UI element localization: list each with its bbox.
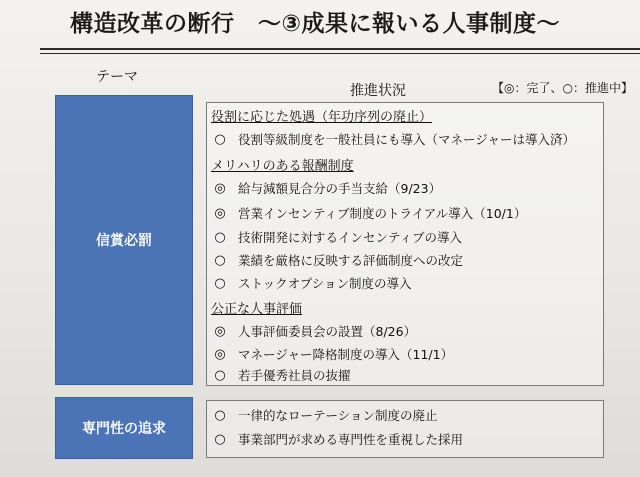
item-text: 技術開発に対するインセンティブの導入	[238, 230, 463, 245]
item-text: 給与減額見合分の手当支給（9/23）	[238, 181, 442, 196]
theme-box-senmonsei	[55, 397, 193, 459]
status-mark: ○	[214, 367, 226, 383]
list-item	[212, 204, 526, 222]
list-item	[212, 406, 438, 424]
status-mark: ○	[214, 431, 226, 447]
status-mark: ◎	[214, 346, 226, 362]
item-text: マネージャー降格制度の導入（11/1）	[238, 347, 454, 362]
theme-label: 専門性の追求	[82, 421, 166, 437]
title-rule	[40, 48, 640, 50]
item-text: 一律的なローテーション制度の廃止	[238, 408, 438, 423]
list-item	[212, 228, 462, 246]
list-item	[212, 430, 463, 448]
legend: 【◎：完了、○：推進中】	[492, 81, 633, 95]
status-mark: ◎	[214, 180, 226, 196]
section-title: 公正な人事評価	[211, 302, 303, 317]
list-item	[212, 130, 575, 148]
status-mark: ○	[214, 252, 226, 268]
header-status: 推進状況	[350, 83, 406, 99]
item-text: 業績を厳格に反映する評価制度への改定	[238, 253, 464, 268]
item-text: 若手優秀社員の抜擢	[238, 368, 351, 383]
section-title: メリハリのある報酬制度	[211, 159, 354, 174]
slide-title: 構造改革の断行 ～③成果に報いる人事制度～	[70, 11, 560, 37]
status-mark: ○	[214, 131, 226, 147]
status-mark: ○	[214, 229, 226, 245]
theme-label: 信賞必罰	[96, 233, 152, 249]
list-item	[212, 274, 412, 292]
list-item	[212, 366, 351, 384]
item-text: 役割等級制度を一般社員にも導入（マネージャーは導入済）	[238, 132, 576, 147]
section-title: 役割に応じた処遇（年功序列の廃止）	[211, 110, 433, 125]
status-mark: ◎	[214, 323, 226, 339]
item-text: 事業部門が求める専門性を重視した採用	[238, 432, 464, 447]
header-theme: テーマ	[96, 69, 138, 85]
item-text: ストックオプション制度の導入	[238, 276, 412, 291]
list-item	[212, 345, 453, 363]
status-mark: ○	[214, 407, 226, 423]
status-mark: ○	[214, 275, 226, 291]
item-text: 営業インセンティブ制度のトライアル導入（10/1）	[238, 206, 527, 221]
list-item	[212, 322, 416, 340]
theme-box-shinsho-hitsubatsu	[55, 95, 193, 385]
item-text: 人事評価委員会の設置（8/26）	[238, 324, 417, 339]
list-item	[212, 179, 441, 197]
title-rule-thin	[40, 53, 640, 54]
status-mark: ◎	[214, 205, 226, 221]
list-item	[212, 251, 463, 269]
